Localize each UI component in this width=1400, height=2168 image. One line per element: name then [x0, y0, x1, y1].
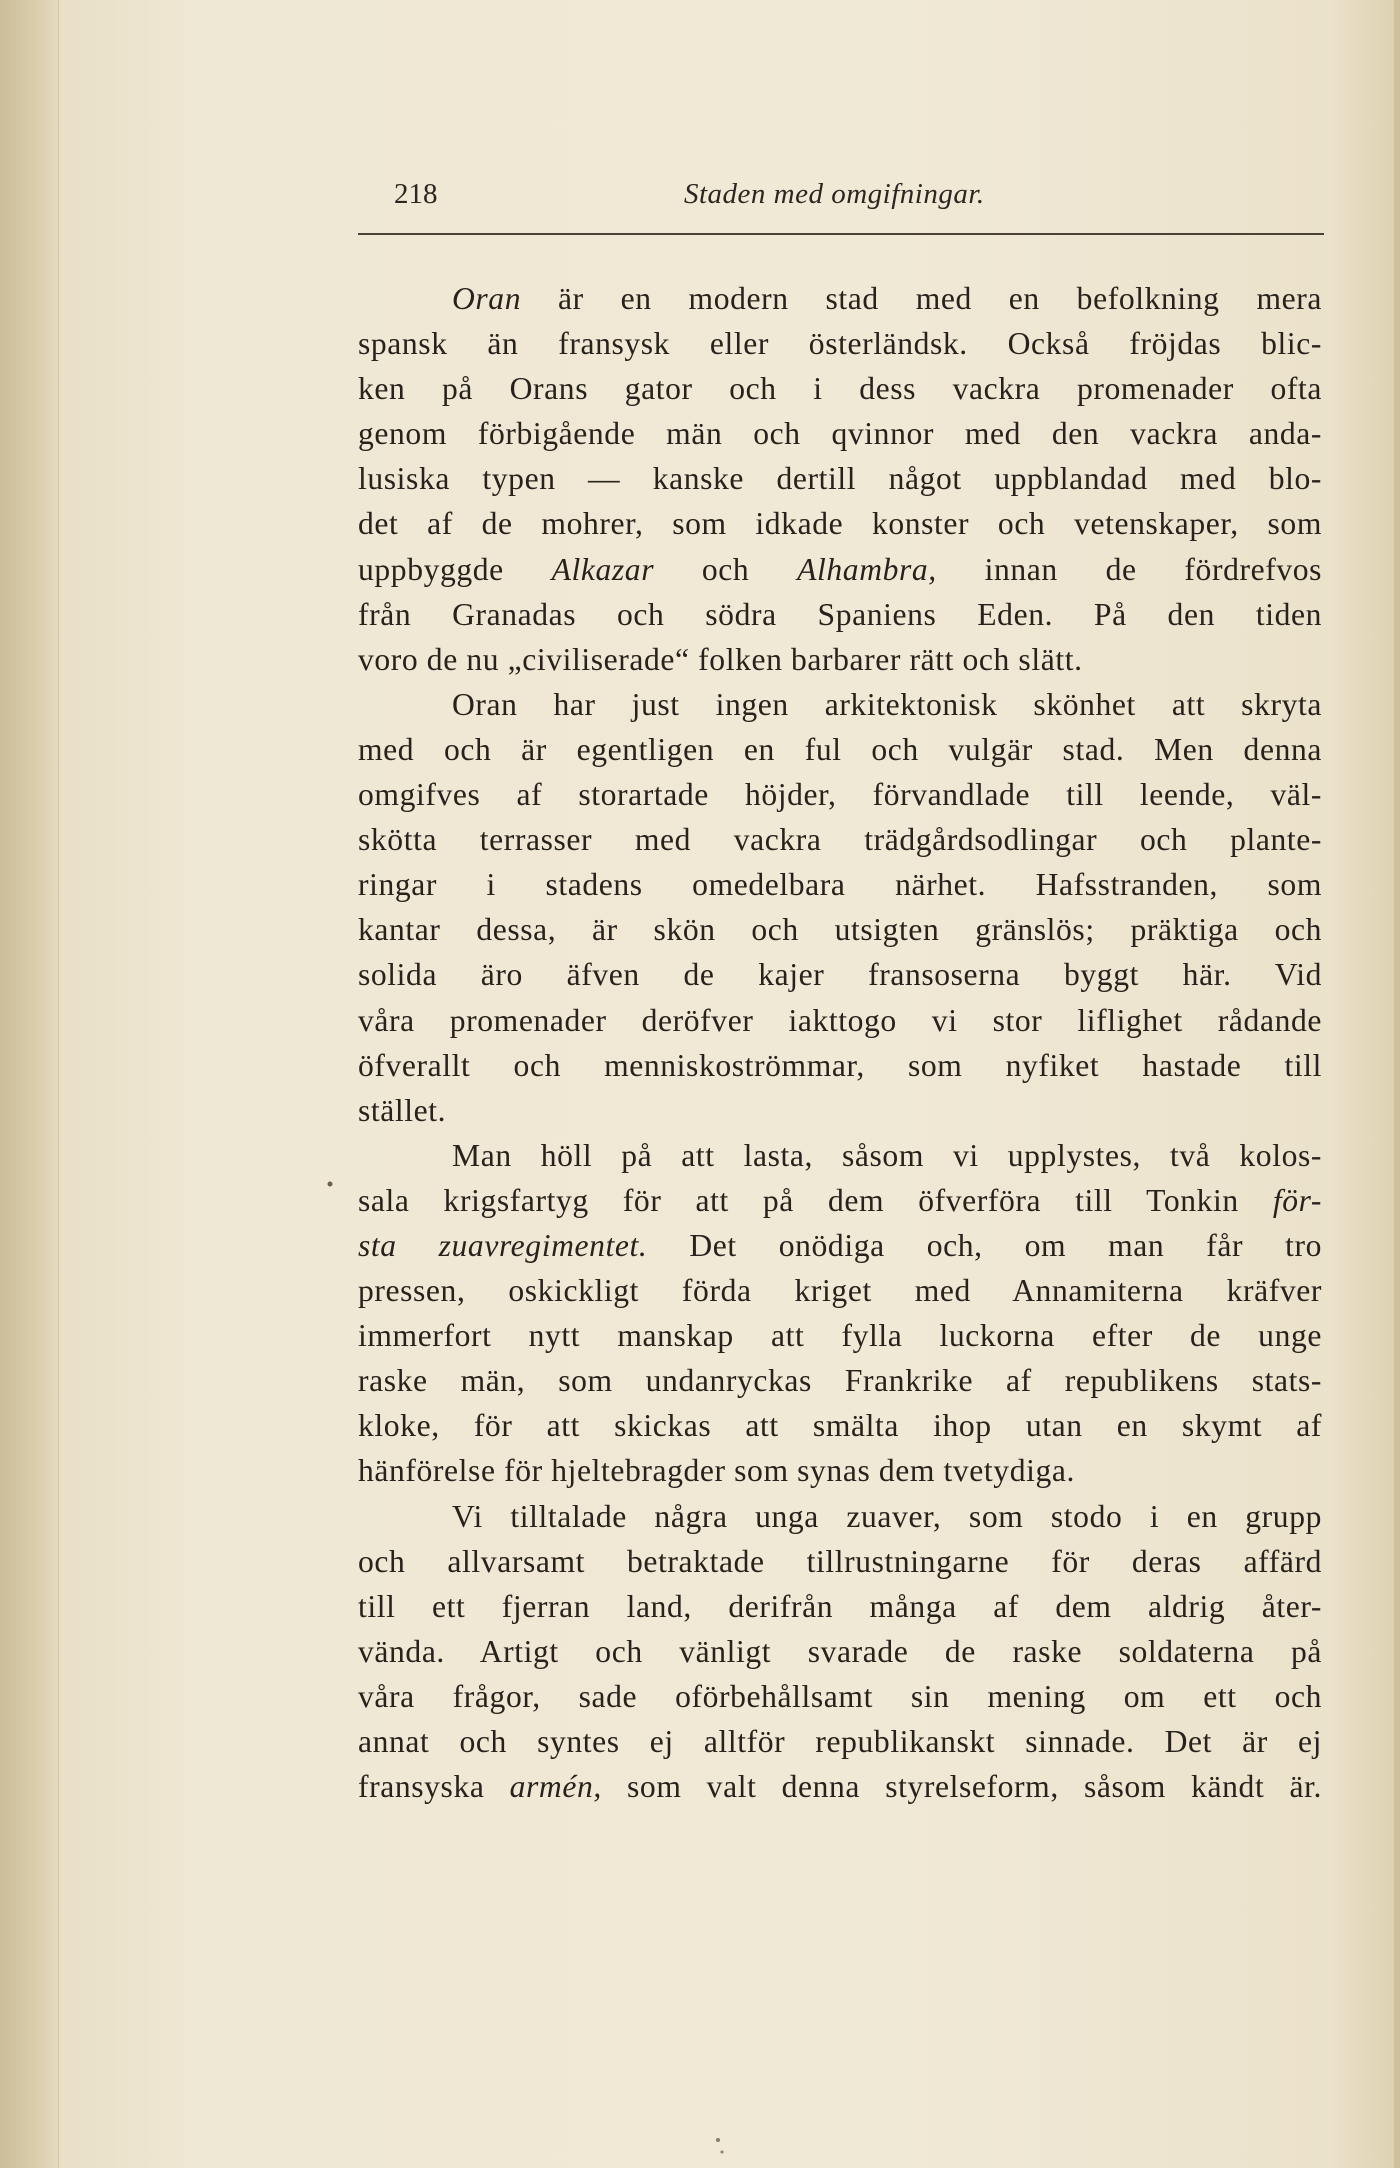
text-line: genom förbigående män och qvinnor med den vackra anda-	[358, 416, 1322, 452]
text-line: ken på Orans gator och i dess vackra promenader ofta	[358, 371, 1322, 407]
text-line: kloke, för att skickas att smälta ihop utan en skymt af	[358, 1408, 1322, 1444]
text-line: immerfort nytt manskap att fylla luckorna efter de unge	[358, 1318, 1322, 1354]
text-line: Oran har just ingen arkitektonisk skönhet att skryta	[452, 686, 1322, 722]
text-line: lusiska typen — kanske dertill något uppblandad med blo-	[358, 461, 1322, 497]
text-line: raske män, som undanryckas Frankrike af republikens stats-	[358, 1363, 1322, 1399]
text-line: öfverallt och menniskoströmmar, som nyfiket hastade till	[358, 1047, 1322, 1083]
text-line: det af de mohrer, som idkade konster och vetenskaper, som	[358, 506, 1322, 542]
text-line: vända. Artigt och vänligt svarade de raske soldaterna på	[358, 1633, 1322, 1669]
text-line: fransyska armén, som valt denna styrelseform, såsom kändt är.	[358, 1769, 1322, 1805]
text-line: annat och syntes ej alltför republikanskt sinnade. Det är ej	[358, 1724, 1322, 1759]
text-line: och allvarsamt betraktade tillrustningarne för deras affärd	[358, 1543, 1322, 1579]
text-line: till ett fjerran land, derifrån många af dem aldrig åter-	[358, 1588, 1322, 1624]
text-line: pressen, oskickligt förda kriget med Annamiterna kräfver	[358, 1273, 1322, 1309]
text-line: Man höll på att lasta, såsom vi upplystes, två kolos-	[452, 1137, 1322, 1173]
text-line: skötta terrasser med vackra trädgårdsodlingar och plante-	[358, 822, 1322, 858]
text-line: omgifves af storartade höjder, förvandlade till leende, väl-	[358, 777, 1322, 813]
page-number: 218	[394, 178, 438, 210]
text-line: med och är egentligen en ful och vulgär stad. Men denna	[358, 731, 1322, 767]
text-line: sala krigsfartyg för att på dem öfverföra till Tonkin för-	[358, 1182, 1322, 1218]
text-line: ringar i stadens omedelbara närhet. Hafsstranden, som	[358, 867, 1322, 903]
running-head: Staden med omgifningar.	[684, 178, 985, 210]
text-line: voro de nu „civiliserade“ folken barbarer rätt och slätt.	[358, 641, 1083, 677]
text-line: sta zuavregimentet. Det onödiga och, om man får tro	[358, 1227, 1322, 1263]
text-line: hänförelse för hjeltebragder som synas dem tvetydiga.	[358, 1453, 1075, 1489]
text-line: Vi tilltalade några unga zuaver, som stodo i en grupp	[452, 1498, 1322, 1534]
ink-speck	[716, 2138, 720, 2142]
ink-speck	[721, 2151, 724, 2154]
text-line: spansk än fransysk eller österländsk. Också fröjdas blic-	[358, 326, 1322, 362]
text-line: uppbyggde Alkazar och Alhambra, innan de fördrefvos	[358, 551, 1323, 587]
text-line: stället.	[358, 1092, 447, 1128]
text-line: kantar dessa, är skön och utsigten gränslös; präktiga och	[358, 912, 1322, 948]
ink-speck	[328, 1182, 333, 1187]
text-line: våra frågor, sade oförbehållsamt sin mening om ett och	[358, 1678, 1322, 1714]
text-line: från Granadas och södra Spaniens Eden. På den tiden	[358, 596, 1322, 632]
text-line: Oran är en modern stad med en befolkning mera	[452, 281, 1322, 316]
text-line: solida äro äfven de kajer fransoserna byggt här. Vid	[358, 957, 1322, 993]
text-line: våra promenader deröfver iakttogo vi stor liflighet rådande	[358, 1002, 1322, 1038]
